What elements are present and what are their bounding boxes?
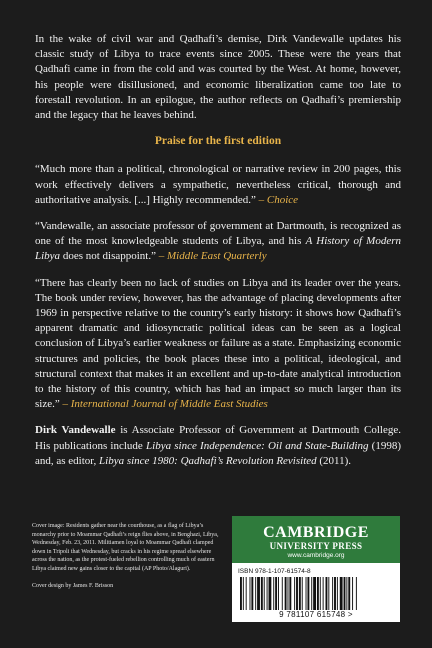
bio-text: (2011). [316,454,352,467]
blurb-intro: In the wake of civil war and Qadhafi’s demise, Dirk Vandewalle updates his classic study of Libya to trace events since 2005. These were the years that Qadhafi came in from the cold and was courted by the West. At home, however, his people were disillusioned, and economic liberalization came too late to forestall revolution. In an epilogue, the author reflects on Qadhafi’s premiership and the legacy that he leaves behind. [35,33,401,122]
quote-text: “Much more than a political, chronological or narrative review in 200 pages, this work effectively delivers a sympathetic, nevertheless critical, thorough and authoritative analysis. [...] Highly recommended.” [35,163,401,206]
bio-book-1: Libya since Independence: Oil and State-Building [146,439,369,452]
review-quote-1 [35,162,401,208]
praise-heading: Praise for the first edition [154,135,282,148]
barcode-digits: 9 781107 615748 > [279,610,353,619]
publisher-logo [232,516,400,563]
cover-credits [32,522,222,598]
bio-text: (1998) and, as editor, [35,439,402,467]
publisher-url: www.cambridge.org [287,552,345,559]
quote-source: Choice [266,193,299,206]
barcode [238,577,394,610]
review-quote-3 [35,276,401,413]
quote-dash: – [258,193,265,206]
quote-dash: – [158,250,165,263]
quote-book-title: A History of Modern Libya [35,235,402,263]
publisher-name: CAMBRIDGE [263,524,369,541]
bio-text: is Associate Professor of Government at Dartmouth College. His publications include [35,424,401,452]
author-bio [35,423,401,469]
blurb-section [35,32,401,480]
author-name: Dirk Vandewalle [35,424,116,437]
quote-source: International Journal of Middle East Studies [70,398,268,411]
quote-text: “There has clearly been no lack of studies on Libya and its leader over the years. The book under review, however, has the advantage of placing developments after 1969 in perspective relative to the country’s early history: it shows how Qadhafi’s apparent dramatic and idiosyncratic political ideas can be seen as a logical conclusion of Libya’s earlier weakness or failure as a state. Emphasizing economic structures and policies, the book places these into a political, ideological, and structural context that makes it an excellent and up-to-date analytical introduction to the history of this country, which has had an impact so much larger than its size.” [35,276,401,411]
quote-text-end: does not disappoint.” [60,250,156,263]
publisher-barcode-box [232,516,400,622]
quote-text: “Vandewalle, an associate professor of government at Dartmouth, is recognized as one of the most knowledgeable students of Libya, and his [35,220,401,248]
cover-image-credit: Cover image: Residents gather near the courthouse, as a flag of Libya’s monarchy prior to Moammar Qadhafi’s reign flies above, in Benghazi, Libya, Wednesday, Feb. 23, 2011. Militiamen loyal to Moammar Qadhafi clamped down in Tripoli that Wednesday, but cracks in his regime spread elsewhere across the nation, as the protest-fueled rebellion controlling much of eastern Libya claimed new gains closer to the capital (AP Photo/Alaguri). [32,523,219,572]
quote-source: Middle East Quarterly [167,250,267,263]
review-quote-2 [35,219,401,265]
publisher-subtitle: UNIVERSITY PRESS [269,541,363,551]
quote-dash: – [62,398,68,411]
cover-design-credit: Cover design by James F. Brisson [32,582,114,589]
bio-book-2: Libya since 1980: Qadhafi’s Revolution Revisited [99,454,317,467]
isbn-label: ISBN 978-1-107-61574-8 [238,568,311,575]
